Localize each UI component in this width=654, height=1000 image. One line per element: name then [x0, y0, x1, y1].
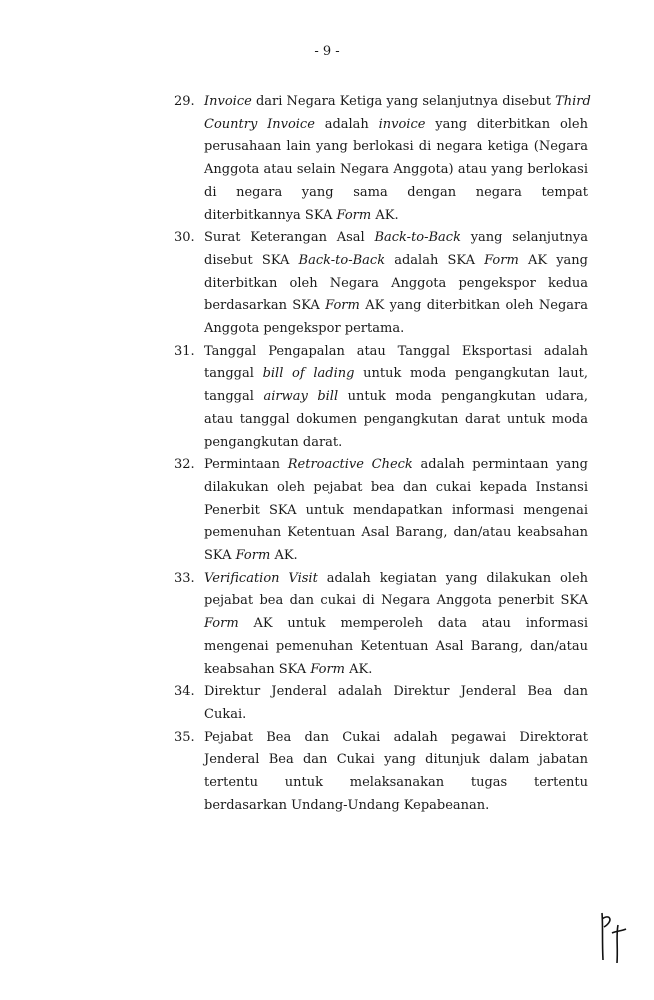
text-segment: atau tanggal dokumen pengangkutan darat untuk moda: [204, 411, 588, 427]
text-line: [204, 295, 588, 318]
italic-term: Third: [555, 94, 591, 109]
item-number: 32.: [174, 457, 195, 473]
text-line: [204, 136, 588, 159]
definition-item: [174, 727, 588, 818]
text-line: [204, 795, 588, 818]
italic-term: Form: [204, 616, 239, 632]
text-segment: pejabat bea dan cukai di Negara Anggota penerbit SKA: [204, 593, 588, 609]
text-segment: AK yang diterbitkan oleh Negara: [359, 298, 588, 314]
italic-term: Retroactive Check: [287, 457, 413, 473]
text-segment: diterbitkannya SKA: [204, 207, 337, 223]
definition-item: [174, 681, 588, 726]
definition-item: [174, 341, 588, 455]
text-segment: adalah permintaan yang: [412, 457, 588, 473]
italic-term: invoice: [378, 116, 426, 132]
text-segment: tanggal: [204, 389, 264, 405]
text-line: [204, 727, 588, 750]
text-segment: Anggota pengekspor pertama.: [204, 321, 405, 337]
text-segment: Tanggal Pengapalan atau Tanggal Eksportasi adalah: [204, 343, 588, 359]
text-line: [204, 409, 588, 432]
text-line: [204, 568, 588, 591]
signature-initials: [596, 905, 636, 965]
italic-term: bill of lading: [262, 366, 355, 382]
text-segment: dilakukan oleh pejabat bea dan cukai kepada Instansi: [204, 479, 588, 495]
text-line: [204, 250, 588, 273]
italic-term: Form: [235, 548, 271, 564]
text-line: [204, 545, 588, 568]
text-segment: pengangkutan darat.: [204, 434, 343, 450]
text-segment: di negara yang sama dengan negara tempat: [204, 184, 588, 200]
text-segment: Penerbit SKA untuk mendapatkan informasi mengenai: [204, 502, 588, 518]
italic-term: Form: [325, 298, 360, 314]
text-segment: untuk moda pengangkutan udara,: [338, 389, 588, 405]
italic-term: Form: [310, 661, 345, 677]
italic-term: Back-to-Back: [374, 230, 461, 246]
text-segment: yang diterbitkan oleh: [425, 116, 588, 132]
text-segment: SKA: [204, 548, 236, 564]
italic-term: Form: [336, 207, 372, 223]
text-line: [204, 432, 588, 455]
item-number: 29.: [174, 94, 195, 109]
text-segment: perusahaan lain yang berlokasi di negara ketiga (Negara: [204, 139, 588, 155]
text-segment: AK.: [371, 207, 399, 223]
text-segment: diterbitkan oleh Negara Anggota pengekspor kedua: [204, 275, 588, 291]
text-segment: berdasarkan Undang-Undang Kepabeanan.: [204, 797, 490, 813]
text-line: [204, 182, 588, 205]
item-number: 31.: [174, 343, 195, 359]
definition-item: [174, 227, 588, 341]
text-segment: berdasarkan SKA: [204, 298, 326, 314]
text-line: [204, 386, 588, 409]
italic-term: Verification Visit: [204, 570, 318, 586]
text-line: [204, 454, 588, 477]
text-line: [204, 681, 588, 704]
text-segment: yang selanjutnya: [460, 230, 588, 246]
page-number: - 9 -: [314, 44, 340, 59]
text-segment: Surat Keterangan Asal: [204, 230, 375, 246]
text-line: [204, 772, 588, 795]
text-segment: Cukai.: [204, 706, 247, 722]
text-segment: pemenuhan Ketentuan Asal Barang, dan/atau keabsahan: [204, 525, 588, 541]
text-segment: Pejabat Bea dan Cukai adalah pegawai Direktorat: [204, 729, 588, 745]
text-segment: AK.: [345, 661, 373, 677]
text-line: [204, 273, 588, 296]
text-line: [204, 341, 588, 364]
italic-term: Form: [484, 252, 519, 268]
text-line: [204, 704, 588, 727]
text-segment: keabsahan SKA: [204, 661, 311, 677]
text-segment: Permintaan: [204, 457, 288, 473]
text-segment: adalah SKA: [385, 252, 485, 268]
text-segment: mengenai pemenuhan Ketentuan Asal Barang, dan/atau: [204, 638, 588, 654]
text-segment: AK.: [270, 548, 298, 564]
definition-item: [174, 454, 588, 568]
italic-term: Back-to-Back: [298, 252, 386, 268]
text-segment: AK untuk memperoleh data atau informasi: [238, 616, 588, 632]
italic-term: Country Invoice: [204, 116, 315, 132]
italic-term: airway bill: [263, 389, 339, 405]
text-line: [204, 205, 588, 228]
text-line: [204, 590, 588, 613]
text-line: [204, 522, 588, 545]
text-line: [204, 159, 588, 182]
text-line: [204, 636, 588, 659]
definition-item: [174, 568, 588, 682]
text-segment: adalah kegiatan yang dilakukan oleh: [317, 570, 589, 586]
text-segment: dari Negara Ketiga yang selanjutnya disebut: [251, 94, 556, 109]
text-line: [204, 500, 588, 523]
text-segment: AK yang: [518, 252, 589, 268]
item-number: 35.: [174, 729, 195, 745]
text-line: [204, 227, 588, 250]
text-line: [204, 363, 588, 386]
text-segment: Jenderal Bea dan Cukai yang ditunjuk dalam jabatan: [204, 752, 588, 768]
text-segment: Anggota atau selain Negara Anggota) atau yang berlokasi: [204, 162, 588, 178]
definition-item: [174, 91, 591, 227]
text-segment: tertentu untuk melaksanakan tugas tertentu: [204, 775, 588, 791]
text-segment: tanggal: [204, 366, 263, 382]
text-segment: Direktur Jenderal adalah Direktur Jenderal Bea dan: [204, 684, 588, 700]
text-line: [204, 477, 588, 500]
italic-term: Invoice: [204, 94, 252, 109]
item-number: 30.: [174, 230, 195, 246]
text-line: [204, 613, 588, 636]
text-line: [204, 659, 588, 682]
item-number: 34.: [174, 684, 195, 700]
text-line: [204, 318, 588, 341]
text-line: [204, 114, 588, 137]
text-line: [204, 749, 588, 772]
text-segment: untuk moda pengangkutan laut,: [354, 366, 588, 382]
definition-list: [174, 91, 591, 818]
item-number: 33.: [174, 570, 195, 586]
text-segment: disebut SKA: [204, 252, 299, 268]
text-segment: adalah: [314, 116, 379, 132]
text-line: [204, 91, 591, 114]
